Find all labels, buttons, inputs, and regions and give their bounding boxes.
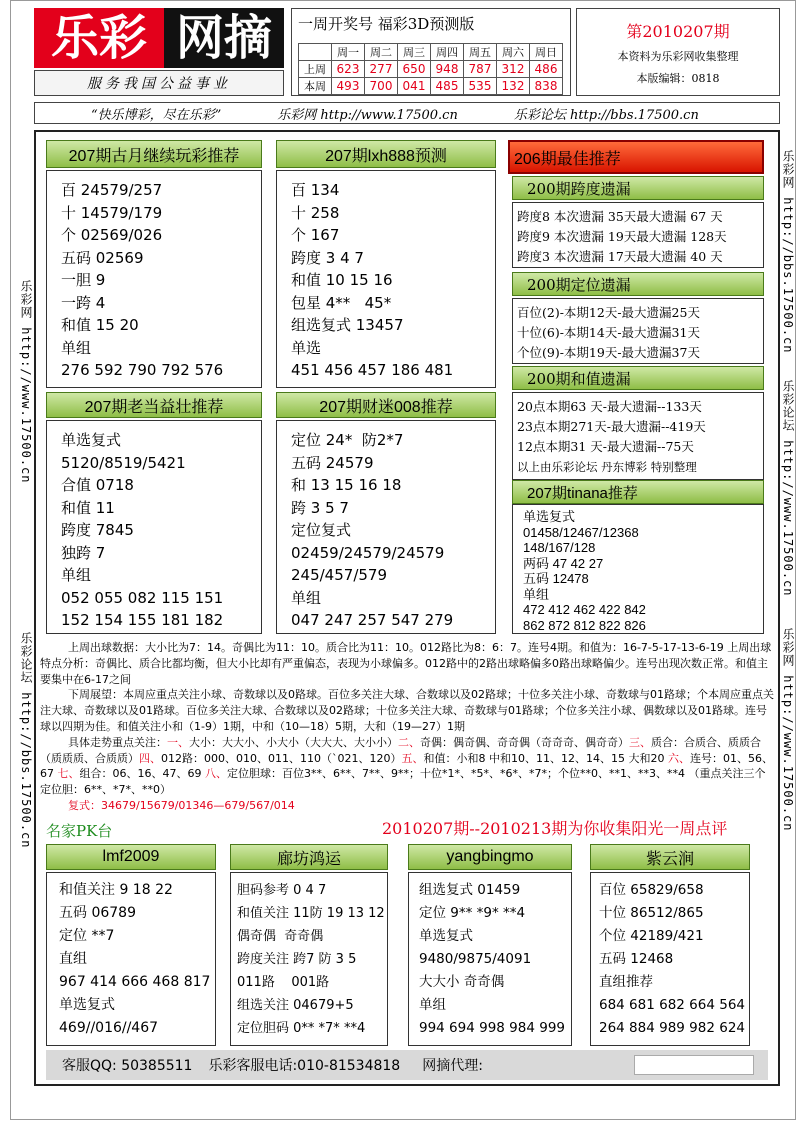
draw-number: 535: [464, 78, 497, 95]
trend-number: 四、: [139, 751, 161, 765]
trend-text: 大小：大大小、小大小（大大大、大小小）: [189, 735, 398, 749]
draw-number: 486: [530, 61, 563, 78]
trend-text: 奇偶：偶奇偶、奇奇偶（奇奇奇、偶奇奇）: [420, 735, 629, 749]
panel-line: 组选复式 01459: [419, 882, 521, 898]
panel-line: 个 167: [291, 226, 340, 244]
tinana-line: 单选复式: [523, 509, 576, 524]
analysis-outlook: 下周展望：本周应重点关注小球、奇数球以及0路球。百位多关注大球、合数球以及02路球；十位多关注小球、奇数球与01路球；个本周应重点关注大球、奇数球以及01路球。百位多关注大球、合数球以及02路球；十位多关注大球、奇数球与01路球；个位多关注小球、偶数球以及01路球。连号球以四期为佳。和值关注小和（1-9）1期，中和（10—18）5期，大和（19—27）1期: [40, 688, 774, 733]
trend-text: 质合：合质合、质质合（质质质、合质质）: [40, 735, 761, 765]
issue-number: 第2010207期: [626, 22, 730, 41]
trend-text: 连号：01、56、67: [40, 751, 773, 781]
panel-line: 跨度 7845: [61, 521, 134, 539]
credit-line: 以上由乐彩论坛 丹东博彩 特别整理: [517, 460, 697, 474]
main-content: [34, 130, 780, 1086]
trend-number: 二、: [398, 735, 420, 749]
panel-line: 组选关注 04679+5: [237, 998, 354, 1013]
side-text-left-top: 乐彩网 http://www.17500.cn: [19, 280, 33, 484]
panel-line: 定位胆码 0** *7* **4: [237, 1021, 366, 1036]
panel-line: 合值 0718: [61, 476, 134, 494]
analysis-fushi: 复式：34679/15679/01346—679/567/014: [68, 798, 295, 812]
panel-title-lmf2009: lmf2009: [46, 844, 216, 870]
panel-line: 十 258: [291, 203, 340, 222]
corner-cell: [299, 44, 332, 61]
panel-line: 直组: [59, 951, 87, 967]
panel-line: 定位复式: [291, 521, 352, 539]
tinana-line: 862 872 812 822 826: [523, 617, 646, 633]
trend-number: 五、: [401, 751, 424, 765]
analysis-last-week: 上周出球数据：大小比为7：14。奇偶比为11：10。质合比为11：10。012路比为8：6：7。连号4期。和值为：16-7-5-17-13-6-19 上周出球特点分析：奇偶比、质合比都均衡，但大小比却有严重偏态，表现为小球偏多。012路中的2路出球略偏多0路出球略偏少。连号出现次数正常。和值主要集中在6-17之间: [40, 641, 772, 686]
day-header: 周六: [497, 44, 530, 61]
panel-line: 胆码参考 0 4 7: [237, 883, 327, 898]
footer-phone: 乐彩客服电话:010-81534818: [208, 1058, 401, 1074]
tinana-title: 207期tinana推荐: [512, 480, 764, 504]
panel-line: 大大小 奇奇偶: [419, 974, 505, 990]
panel-yangbingmo: [408, 872, 572, 1046]
panel-line: 百 134: [291, 181, 340, 199]
panel-line: 包星 4** 45*: [291, 293, 392, 312]
panel-line: 直组推荐: [599, 974, 653, 990]
best-recommend-banner: 206期最佳推荐: [508, 140, 764, 174]
draw-number: 485: [431, 78, 464, 95]
panel-caimi: [276, 420, 496, 634]
panel-title-lxh888: 207期lxh888预测: [276, 140, 496, 168]
forum-link[interactable]: 乐彩论坛 http://bbs.17500.cn: [513, 107, 699, 123]
span-miss-title: 200期跨度遗漏: [512, 176, 764, 200]
panel-line: 02459/24579/24579: [291, 543, 445, 562]
draw-number: 277: [365, 61, 398, 78]
draw-number: 700: [365, 78, 398, 95]
logo-red-block: [34, 8, 164, 68]
slogan: 服务我国公益事业: [34, 70, 284, 96]
panel-line: 百位 65829/658: [599, 882, 704, 898]
panel-line: 一跨 4: [61, 293, 106, 312]
logo-char: 摘: [224, 10, 273, 66]
panel-line: 五码 24579: [291, 453, 374, 472]
collected-note: 本资料为乐彩网收集整理: [617, 50, 739, 63]
draw-title: 一周开奖号 福彩3D预测版: [298, 15, 475, 33]
miss-line: 20点本期63 天-最大遗漏--133天: [517, 399, 702, 414]
panel-line: 定位 **7: [59, 928, 115, 944]
side-text-right-bottom: 乐彩网 http://www.17500.cn: [781, 628, 795, 832]
panel-langfang: [230, 872, 388, 1046]
sum-miss-title: 200期和值遗漏: [512, 366, 764, 390]
miss-line: 跨度8 本次遗漏 35天最大遗漏 67 天: [517, 209, 723, 224]
panel-line: 跨 3 5 7: [291, 498, 349, 517]
tinana-line: 五码 12478: [523, 571, 589, 586]
panel-line: 152 154 155 181 182: [61, 611, 224, 629]
panel-line: 469//016//467: [59, 1020, 159, 1036]
panel-title-langfang: 廊坊鸿运: [230, 844, 388, 870]
trend-number: 一、: [167, 735, 189, 749]
trend-text: 012路：000、010、011、110（`021、120）: [161, 751, 402, 765]
day-header: 周五: [464, 44, 497, 61]
tinana-line: 单组: [523, 586, 550, 602]
panel-title-yangbingmo: yangbingmo: [408, 844, 572, 870]
miss-line: 百位(2)-本期12天-最大遗漏25天: [517, 305, 700, 320]
panel-line: 独跨 7: [61, 543, 106, 562]
draw-table: [298, 43, 563, 95]
panel-line: 个位 42189/421: [599, 928, 704, 944]
panel-line: 组选复式 13457: [291, 316, 404, 334]
panel-line: 五码 02569: [61, 248, 144, 267]
panel-line: 单组: [291, 588, 322, 607]
day-header: 周三: [398, 44, 431, 61]
trend-number: 七、: [57, 767, 80, 781]
panel-line: 994 694 998 984 999: [419, 1020, 566, 1036]
panel-guyue: [46, 170, 262, 388]
footer-bar: [46, 1050, 768, 1080]
trend-text: 组合：06、16、47、69: [79, 767, 205, 781]
tinana-line: 148/167/128: [523, 540, 596, 555]
miss-line: 23点本期271天-最大遗漏--419天: [517, 419, 706, 434]
draw-number: 312: [497, 61, 530, 78]
panel-line: 单组: [419, 997, 446, 1013]
side-text-right-mid: 乐彩论坛 http://www.17500.cn: [781, 380, 795, 597]
panel-line: 967 414 666 468 817: [59, 974, 211, 990]
panel-line: 单组: [61, 338, 92, 357]
footer-agent: 网摘代理:: [422, 1058, 483, 1074]
panel-title-laodang: 207期老当益壮推荐: [46, 392, 262, 418]
logo-black-block: [164, 8, 284, 68]
day-header: 周日: [530, 44, 563, 61]
trend-lead: 具体走势重点关注：: [68, 735, 167, 749]
draw-results-box: [291, 8, 571, 96]
trend-number: 三、: [629, 735, 651, 749]
analysis-section: [40, 640, 776, 814]
miss-line: 跨度3 本次遗漏 17天最大遗漏 40 天: [517, 249, 723, 264]
panel-line: 和值 15 20: [61, 316, 139, 334]
panel-line: 十 14579/179: [61, 203, 163, 222]
panel-title-caimi: 207期财迷008推荐: [276, 392, 496, 418]
panel-line: 十位 86512/865: [599, 905, 704, 921]
panel-line: 9480/9875/4091: [419, 951, 532, 967]
draw-number: 132: [497, 78, 530, 95]
panel-line: 百 24579/257: [61, 181, 163, 199]
panel-line: 单选复式: [59, 997, 115, 1013]
trend-number: 六、: [667, 751, 690, 765]
draw-number: 493: [332, 78, 365, 95]
logo-char: 彩: [99, 10, 148, 66]
panel-line: 单组: [61, 566, 92, 584]
draw-number: 838: [530, 78, 563, 95]
logo-char: 网: [175, 10, 224, 66]
promo-banner: 2010207期--2010213期为你收集阳光一周点评: [382, 819, 728, 838]
day-header: 周四: [431, 44, 464, 61]
logo-char: 乐: [50, 10, 99, 66]
miss-line: 个位(9)-本期19天-最大遗漏37天: [517, 345, 700, 360]
panel-line: 定位 24* 防2*7: [291, 431, 404, 449]
motto-quote: “快乐博彩，尽在乐彩”: [91, 107, 222, 123]
miss-line: 12点本期31 天-最大遗漏--75天: [517, 439, 694, 454]
panel-ziyunjian: [590, 872, 750, 1046]
panel-line: 和 13 15 16 18: [291, 476, 402, 494]
panel-laodang: [46, 420, 262, 634]
panel-title-guyue: 207期古月继续玩彩推荐: [46, 140, 262, 168]
panel-line: 五码 06789: [59, 905, 136, 921]
row-label: 本周: [299, 78, 332, 95]
agent-field[interactable]: [634, 1055, 754, 1075]
panel-line: 276 592 790 792 576: [61, 361, 224, 379]
logo: [34, 8, 284, 68]
miss-line: 十位(6)-本期14天-最大遗漏31天: [517, 325, 700, 340]
edition-note: 本版编辑：0818: [636, 72, 720, 85]
panel-line: 245/457/579: [291, 566, 387, 584]
day-header: 周二: [365, 44, 398, 61]
day-header: 周一: [332, 44, 365, 61]
panel-line: 跨度关注 跨7 防 3 5: [237, 952, 357, 967]
panel-line: 单选复式: [61, 431, 122, 449]
panel-line: 个 02569/026: [61, 226, 163, 244]
panel-line: 五码 12468: [599, 951, 674, 967]
tinana-line: 01458/12467/12368: [523, 524, 639, 540]
tinana-box: [512, 504, 764, 634]
trend-text: 定位胆球：百位3**、6**、7**、9**；十位*1*、*5*、*6*、*7*；个位**0、**1、**3、**4 （重点关注三个定位胆：6**、*7*、**0）: [40, 767, 766, 797]
panel-line: 单选复式: [419, 928, 473, 944]
panel-line: 011路 001路: [237, 975, 330, 990]
draw-number: 787: [464, 61, 497, 78]
side-text-right-top: 乐彩网 http://bbs.17500.cn: [781, 150, 795, 354]
analysis-trend: [40, 735, 776, 798]
panel-line: 一胆 9: [61, 271, 106, 289]
tinana-line: 两码 47 42 27: [523, 555, 604, 571]
trend-number: 八、: [205, 767, 227, 781]
panel-line: 偶奇偶 奇奇偶: [237, 929, 324, 944]
footer-qq: 客服QQ: 50385511: [62, 1058, 193, 1074]
draw-number: 948: [431, 61, 464, 78]
panel-line: 5120/8519/5421: [61, 453, 186, 472]
panel-line: 和值关注 11防 19 13 12: [237, 906, 385, 921]
side-text-left-bottom: 乐彩论坛 http://bbs.17500.cn: [19, 632, 33, 849]
panel-line: 和值 10 15 16: [291, 271, 393, 289]
panel-line: 和值 11: [61, 498, 115, 517]
span-miss-box: [512, 202, 764, 268]
panel-line: 跨度 3 4 7: [291, 248, 364, 267]
row-label: 上周: [299, 61, 332, 78]
panel-title-ziyunjian: 紫云涧: [590, 844, 750, 870]
tinana-line: 472 412 462 422 842: [523, 602, 646, 617]
panel-line: 264 884 989 982 624: [599, 1020, 746, 1036]
panel-line: 定位 9** *9* **4: [419, 905, 526, 921]
draw-number: 623: [332, 61, 365, 78]
sum-miss-box: [512, 392, 764, 480]
draw-number: 041: [398, 78, 431, 95]
mingjia-title: 名家PK台: [46, 822, 113, 840]
panel-line: 单选: [291, 338, 322, 357]
issue-box: [576, 8, 780, 96]
motto-bar: [34, 102, 780, 124]
panel-line: 047 247 257 547 279: [291, 611, 454, 629]
panel-lxh888: [276, 170, 496, 388]
panel-lmf2009: [46, 872, 216, 1046]
panel-line: 052 055 082 115 151: [61, 588, 224, 607]
panel-line: 684 681 682 664 564: [599, 997, 746, 1013]
trend-text: 和值：小和8 中和10、11、12、14、15 大和20: [423, 751, 668, 765]
draw-number: 650: [398, 61, 431, 78]
miss-line: 跨度9 本次遗漏 19天最大遗漏 128天: [517, 229, 727, 244]
site-link[interactable]: 乐彩网 http://www.17500.cn: [277, 107, 458, 123]
panel-line: 和值关注 9 18 22: [59, 882, 173, 898]
panel-line: 451 456 457 186 481: [291, 361, 454, 379]
position-miss-title: 200期定位遗漏: [512, 272, 764, 296]
position-miss-box: [512, 298, 764, 364]
